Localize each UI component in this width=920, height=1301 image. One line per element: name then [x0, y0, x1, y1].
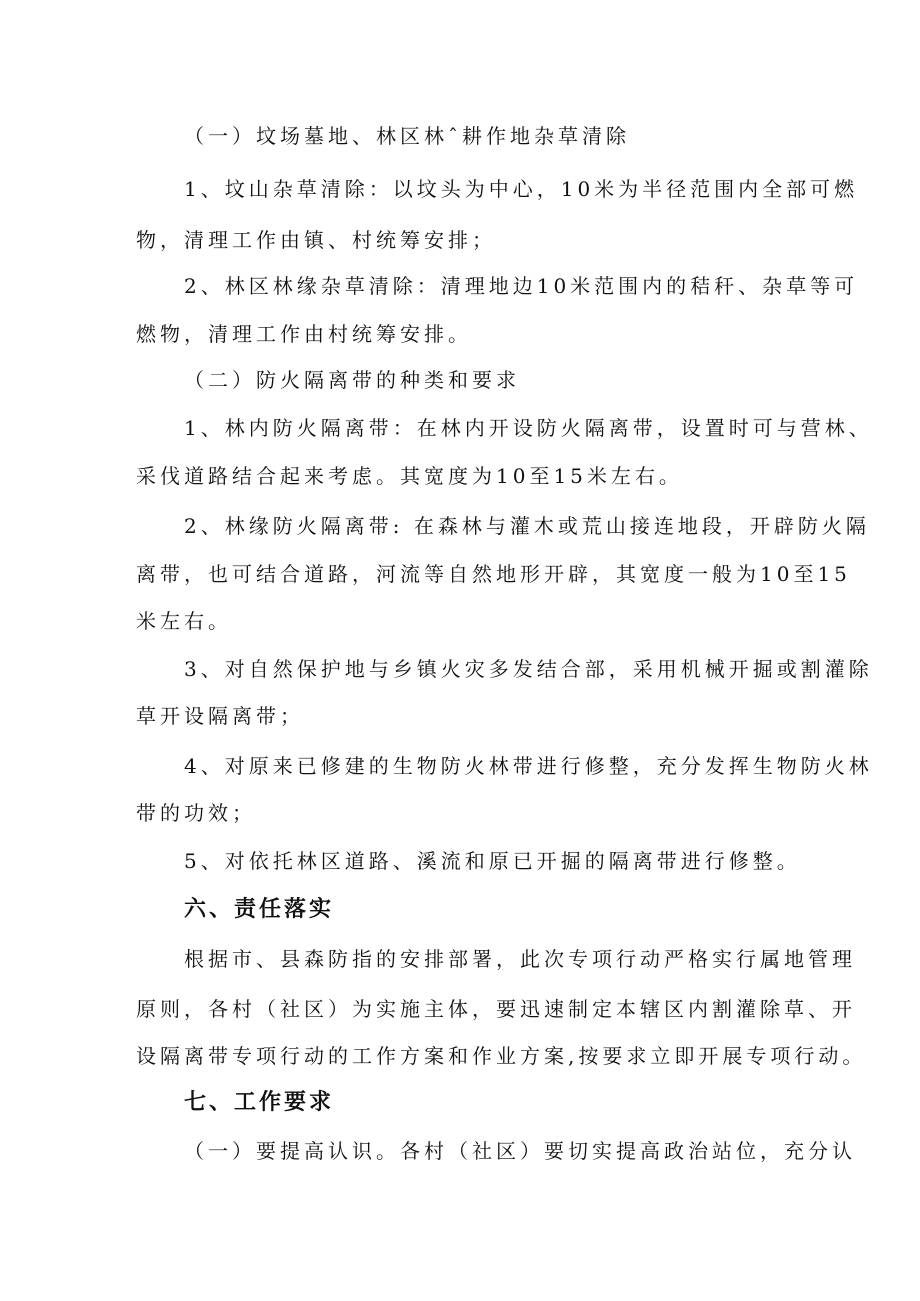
- section-heading-work-requirements: 七、工作要求: [184, 1090, 335, 1115]
- paragraph-line: 2、林区林缘杂草清除：清理地边10米范围内的秸秆、杂草等可: [184, 274, 859, 298]
- paragraph-line: 草开设隔离带；: [136, 704, 304, 728]
- paragraph-line: 1、林内防火隔离带：在林内开设防火隔离带，设置时可与营林、: [184, 416, 873, 440]
- paragraph-line: 物，清理工作由镇、村统筹安排；: [136, 228, 496, 252]
- paragraph-line: 原则，各村（社区）为实施主体，要迅速制定本辖区内割灌除草、开: [136, 997, 856, 1021]
- paragraph-line: 根据市、县森防指的安排部署，此次专项行动严格实行属地管理: [184, 947, 856, 971]
- subheading-firebreak-types: （二）防火隔离带的种类和要求: [184, 368, 520, 392]
- subheading-graveyard-weeding: （一）坟场墓地、林区林ˆ耕作地杂草清除: [184, 124, 630, 148]
- paragraph-line: 1、坟山杂草清除：以坟头为中心，10米为半径范围内全部可燃: [184, 177, 859, 201]
- paragraph-line: 离带，也可结合道路，河流等自然地形开辟，其宽度一般为10至15: [136, 562, 851, 586]
- paragraph-line: 燃物，清理工作由村统筹安排。: [136, 322, 472, 346]
- section-heading-responsibility: 六、责任落实: [184, 897, 335, 922]
- paragraph-line: （一）要提高认识。各村（社区）要切实提高政治站位，充分认: [184, 1139, 856, 1163]
- paragraph-line: 4、对原来已修建的生物防火林带进行修整，充分发挥生物防火林: [184, 754, 873, 778]
- paragraph-line: 采伐道路结合起来考虑。其宽度为10至15米左右。: [136, 464, 683, 488]
- paragraph-line: 米左右。: [136, 609, 232, 633]
- paragraph-line: 5、对依托林区道路、溪流和原已开掘的隔离带进行修整。: [184, 849, 801, 873]
- paragraph-line: 带的功效；: [136, 801, 256, 825]
- paragraph-line: 设隔离带专项行动的工作方案和作业方案,按要求立即开展专项行动。: [136, 1044, 867, 1068]
- paragraph-line: 3、对自然保护地与乡镇火灾多发结合部，采用机械开掘或割灌除: [184, 657, 873, 681]
- paragraph-line: 2、林缘防火隔离带: 在森林与灌木或荒山接连地段，开辟防火隔: [184, 514, 870, 538]
